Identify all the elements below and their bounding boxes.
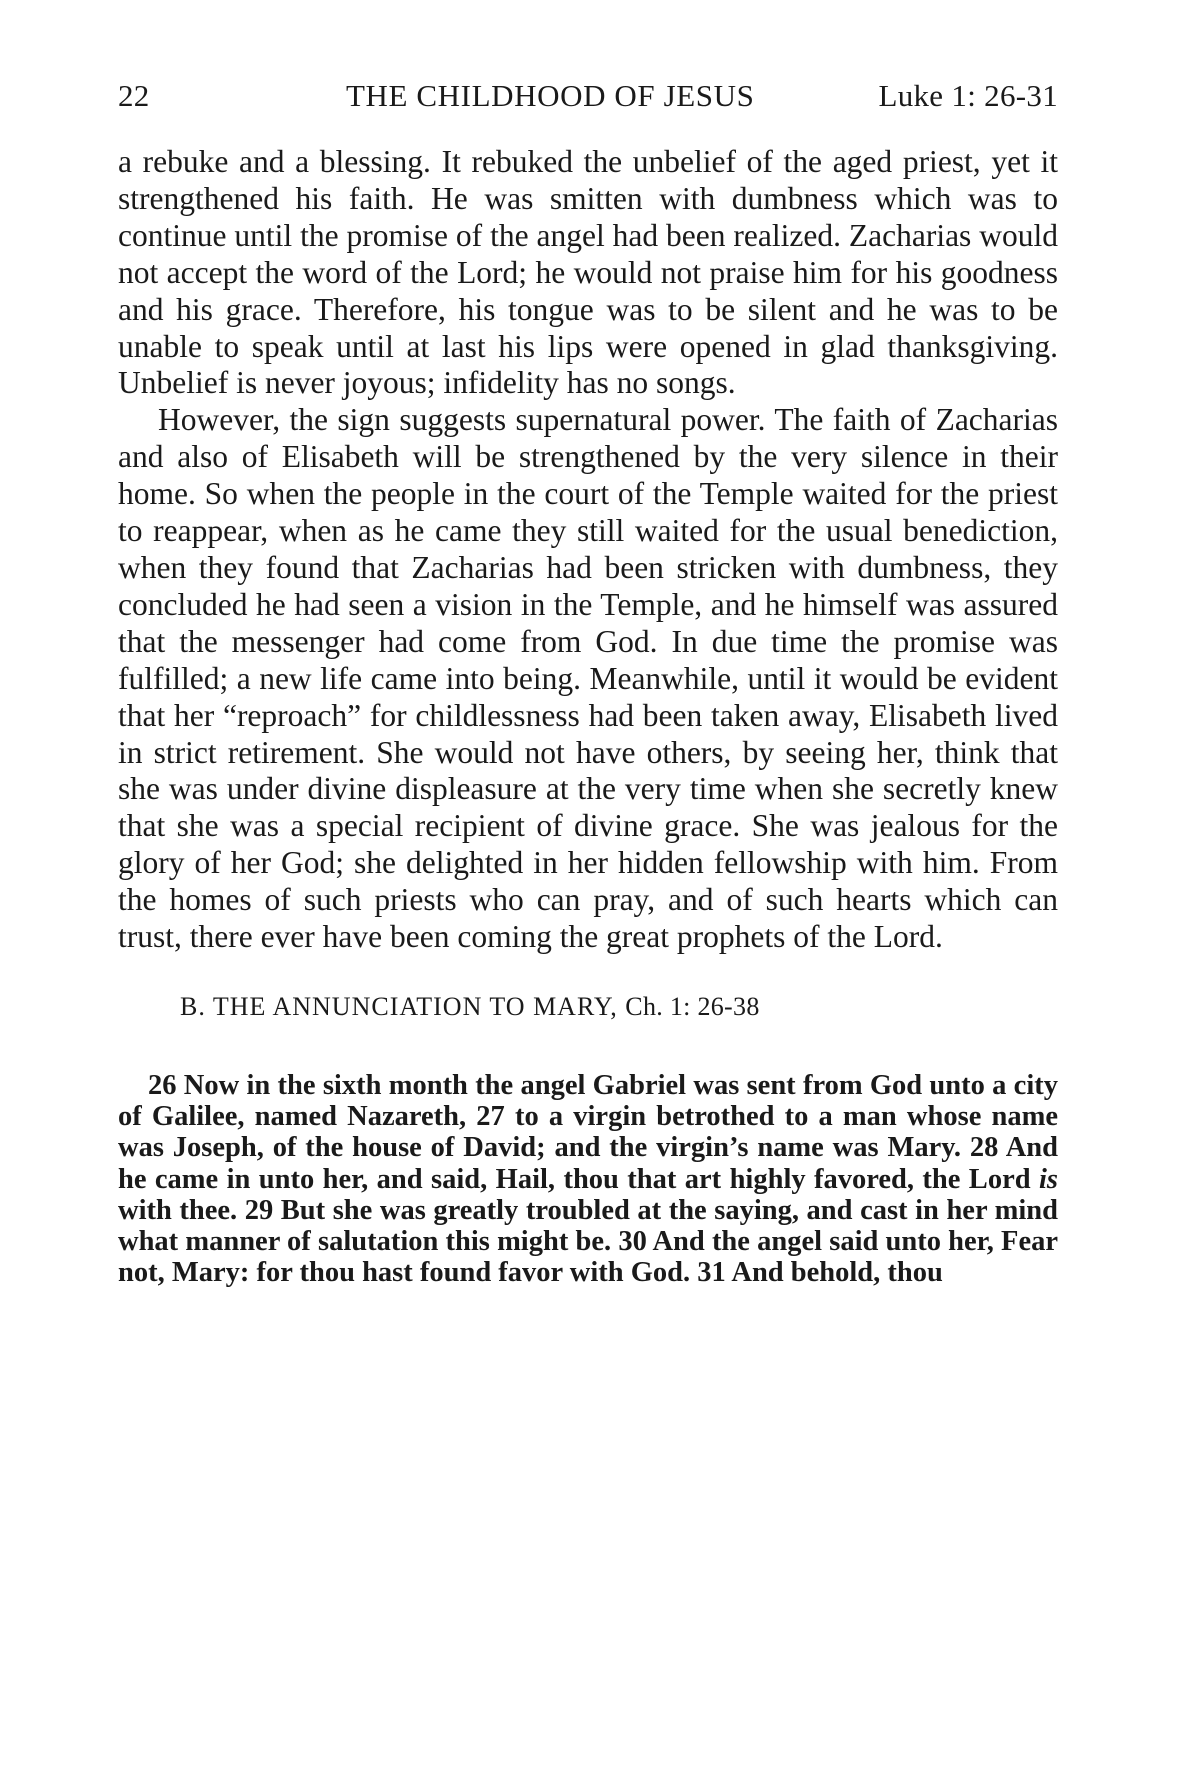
verse-28-part-a: And he came in unto her, and said, Hail, thou that art highly favored, the Lord [118,1132,1059,1195]
verse-number-26: 26 [148,1069,177,1101]
commentary-paragraph-1: a rebuke and a blessing. It rebuked the unbelief of the aged priest, yet it strengthened his faith. He was smitten with dumbness which was to continue until the promise of the angel had been realized. Zacharias would not accept the word of the Lord; he would not praise him for his goodness and his grace. Therefore, his tongue was to be silent and he was to be unable to speak until at last his lips were opened in glad thanksgiving. Unbelief is never joyous; infidelity has no songs. [118,144,1058,401]
scripture-reference: Luke 1: 26-31 [878,78,1058,113]
running-title: THE CHILDHOOD OF JESUS [346,78,755,113]
verse-28-italic: is [1038,1163,1058,1195]
commentary-text [118,144,1058,956]
page-number: 22 [118,78,150,113]
verse-number-31: 31 [697,1257,726,1289]
scripture-passage [118,1070,1058,1288]
verse-number-29: 29 [244,1194,274,1226]
section-title: B. THE ANNUNCIATION TO MARY, [180,991,618,1021]
verse-30: And the angel said unto her, Fear not, Mary: for thou hast found favor with God. [118,1225,1058,1289]
book-page [118,78,1058,1288]
verse-27: to a virgin betrothed to a man whose name was Joseph, of the house of David; and the virgin’s name was Mary. [118,1101,1058,1164]
commentary-paragraph-2: However, the sign suggests supernatural power. The faith of Zacharias and also of Elisabeth will be strengthened by the very silence in their home. So when the people in the court of the Temple waited for the priest to reappear, when as he came they still waited for the usual benediction, when they found that Zacharias had been stricken with dumbness, they concluded he had seen a vision in the Temple, and he himself was assured that the messenger had come from God. In due time the promise was fulfilled; a new life came into being. Meanwhile, until it would be evident that her “reproach” for childlessness had been taken away, Elisabeth lived in strict retirement. She would not have others, by seeing her, think that she was under divine displeasure at the very time when she secretly knew that she was a special recipient of divine grace. She was jealous for the glory of her God; she delighted in her hidden fellowship with him. From the homes of such priests who can pray, and of such hearts which can trust, there ever have been coming the great prophets of the Lord. [118,402,1058,955]
section-heading [180,992,1058,1032]
verse-number-30: 30 [618,1225,647,1257]
running-head [118,78,1058,122]
section-chapter-ref: Ch. 1: 26-38 [625,991,760,1021]
verse-number-27: 27 [476,1101,505,1133]
verse-28-part-b: with thee. [118,1194,238,1226]
verse-29: But she was greatly troubled at the saying, and cast in her mind what manner of salutation this might be. [118,1194,1058,1257]
verse-26: Now in the sixth month the angel Gabriel was sent from God unto a city of Galilee, named Nazareth, [118,1069,1058,1133]
verse-number-28: 28 [969,1132,999,1164]
verse-31: And behold, thou [731,1257,943,1289]
scripture-paragraph [118,1070,1058,1288]
